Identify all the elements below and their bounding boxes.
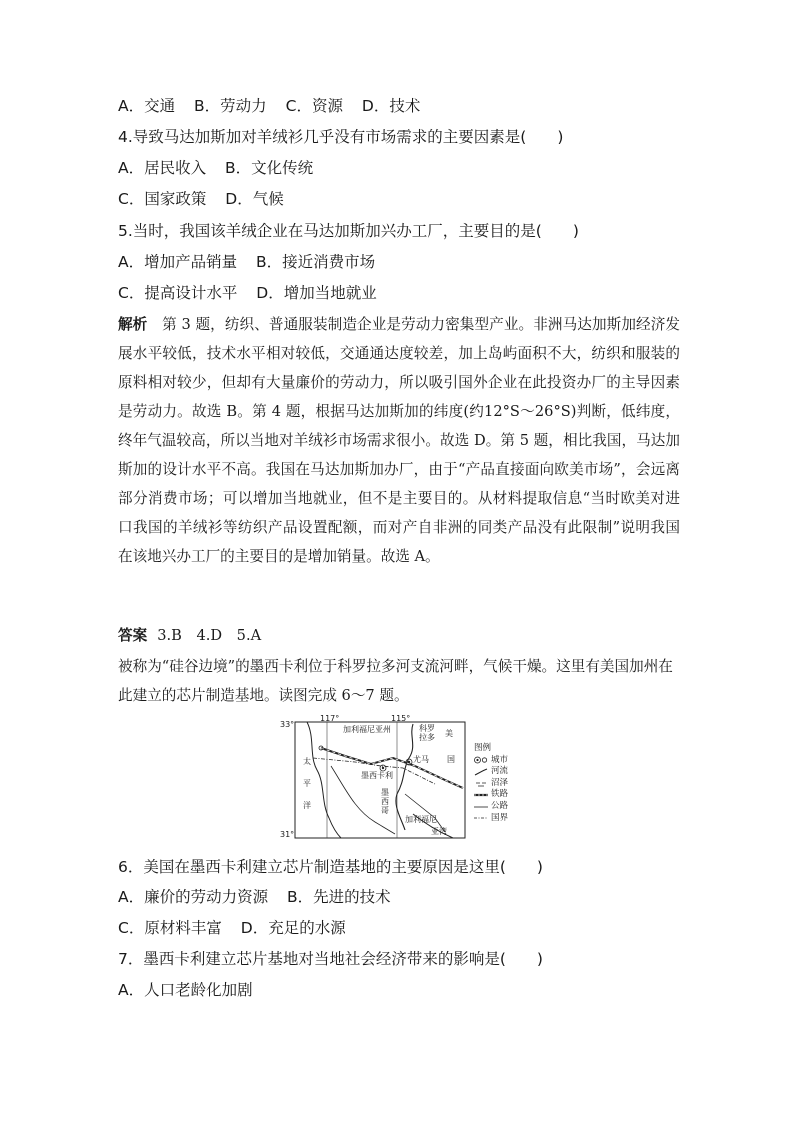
legend-road-label: 公路 <box>491 800 509 811</box>
mexicali-label: 墨西卡利 <box>361 771 393 780</box>
q7-options-line1 <box>118 980 253 1000</box>
q5-option-a: A．增加产品销量 <box>118 253 238 271</box>
pacific-label-2: 平 <box>303 779 311 788</box>
q5-option-d: D．增加当地就业 <box>256 284 377 302</box>
legend-river <box>474 766 508 778</box>
q4-option-a: A．居民收入 <box>118 159 207 177</box>
road-icon <box>474 803 488 811</box>
q7-option-a: A．人口老龄化加剧 <box>118 981 253 999</box>
q4-option-c: C．国家政策 <box>118 190 207 208</box>
explanation-text: 第 3 题，纺织、普通服装制造企业是劳动力密集型产业。非洲马达加斯加经济发展水平较低，技术水平相对较低，交通通达度较差，加上岛屿面积不大，纺织和服装的原料相对较少，但却有大量廉价的劳动力，所以吸引国外企业在此投资办厂的主导因素是劳动力。故选 B。第 4 题，根据马达加斯加的纬度(约12°S～26°S)判断，低纬度，终年气温较高，所以当地对羊绒衫市场需求很小。故选 D。第 5 题，相比我国，马达加斯加的设计水平不高。我国在马达加斯加办厂，由于“产品直接面向欧美市场”，会远离部分消费市场；可以增加当地就业，但不是主要目的。从材料提取信息“当时欧美对进口我国的羊绒衫等纺织产品设置配额，而对产自非洲的同类产品没有此限制”说明我国在该地兴办工厂的主要目的是增加销量。故选 A。 <box>118 316 680 565</box>
pacific-label-1: 太 <box>303 757 311 766</box>
legend-title: 图例 <box>474 743 492 753</box>
border-icon <box>474 814 488 822</box>
q5-option-c: C．提高设计水平 <box>118 284 238 302</box>
q5-option-b: B．接近消费市场 <box>256 253 376 271</box>
legend-border-label: 国界 <box>491 812 509 823</box>
mexico-label: 墨西哥 <box>381 788 389 815</box>
q4-option-b: B．文化传统 <box>225 159 314 177</box>
legend-railway-label: 铁路 <box>491 789 509 800</box>
lat-31-label: 31° <box>280 830 295 839</box>
q3-options <box>118 96 420 116</box>
q4-stem: 4.导致马达加斯加对羊绒衫几乎没有市场需求的主要因素是( ) <box>118 128 564 146</box>
q5-options-line2 <box>118 283 377 303</box>
city-icon <box>474 756 488 764</box>
q4-option-d: D．气候 <box>225 190 284 208</box>
q6-option-a: A．廉价的劳动力资源 <box>118 888 269 906</box>
q5-options-line1 <box>118 252 375 272</box>
legend-city-label: 城市 <box>491 754 509 765</box>
california-state-label: 加利福尼亚州 <box>343 725 391 734</box>
q3-option-b: B．劳动力 <box>194 97 267 115</box>
explanation-label: 解析 <box>118 316 148 333</box>
q3-option-c: C．资源 <box>285 97 343 115</box>
answer <box>118 626 261 646</box>
q6-option-c: C．原材料丰富 <box>118 919 222 937</box>
q6-options-line1 <box>118 887 391 907</box>
legend-road <box>474 801 508 813</box>
q5-stem: 5.当时，我国该羊绒企业在马达加斯加兴办工厂，主要目的是( ) <box>118 222 579 240</box>
usa-label-2: 国 <box>447 755 455 764</box>
usa-label-1: 美 <box>445 729 453 738</box>
gulf-label: 亚湾 <box>431 827 447 836</box>
lat-33-label: 33° <box>280 720 295 729</box>
california-gulf-label: 加利福尼 <box>405 815 437 824</box>
q6-stem: 6．美国在墨西卡利建立芯片制造基地的主要原因是这里( ) <box>118 858 543 876</box>
q4-options-line2 <box>118 189 284 209</box>
q4-options-line1 <box>118 158 313 178</box>
answer-text: 3.B 4.D 5.A <box>157 627 262 644</box>
q6-option-d: D．充足的水源 <box>240 919 346 937</box>
map-legend <box>474 743 508 824</box>
yuma-label: 尤马 <box>413 755 429 764</box>
lon-115-label: 115° <box>391 714 411 723</box>
q6-option-b: B．先进的技术 <box>287 888 391 906</box>
railway-icon <box>474 791 488 799</box>
legend-marsh <box>474 778 508 790</box>
explanation <box>118 310 680 571</box>
river-icon <box>474 768 488 776</box>
legend-railway <box>474 789 508 801</box>
q3-option-d: D．技术 <box>361 97 421 115</box>
legend-border <box>474 813 508 825</box>
q7-stem: 7．墨西卡利建立芯片基地对当地社会经济带来的影响是( ) <box>118 950 543 968</box>
lon-117-label: 117° <box>320 714 340 723</box>
pacific-label-3: 洋 <box>303 801 311 810</box>
marsh-icon <box>474 780 488 788</box>
answer-label: 答案 <box>118 627 148 644</box>
q3-option-a: A．交通 <box>118 97 176 115</box>
q6-options-line2 <box>118 918 346 938</box>
legend-marsh-label: 沼泽 <box>491 777 509 788</box>
legend-river-label: 河流 <box>491 766 509 777</box>
colorado-label: 科罗拉多 <box>419 724 435 742</box>
q6-7-intro: 被称为“硅谷边境”的墨西卡利位于科罗拉多河支流河畔，气候干燥。这里有美国加州在此建立的芯片制造基地。读图完成 6～7 题。 <box>118 658 673 704</box>
legend-city <box>474 755 508 767</box>
